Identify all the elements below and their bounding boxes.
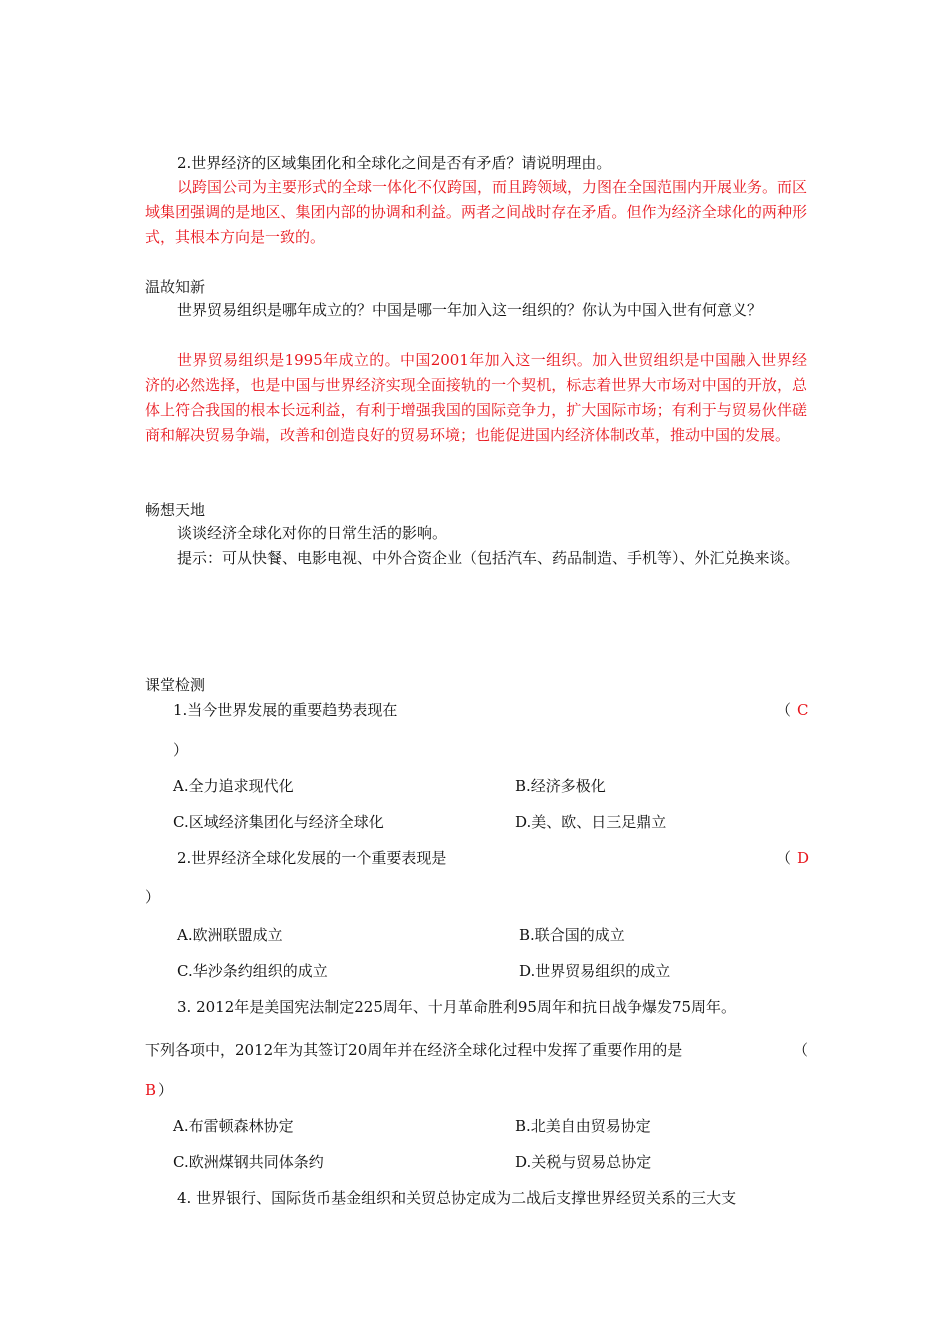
review-q2-answer: 以跨国公司为主要形式的全球一体化不仅跨国，而且跨领域，力图在全国范围内开展业务。而区域集团强调的是地区、集团内部的协调和利益。两者之间战时存在矛盾。但作为经济全球化的两种形式，其根本方向是一致的。 <box>145 178 808 246</box>
q1-option-b: B.经济多极化 <box>515 777 606 795</box>
q3-paren-open: （ <box>793 1041 809 1059</box>
q1-paren-open: （ <box>776 701 792 719</box>
section-review-question: 世界贸易组织是哪年成立的？中国是哪一年加入这一组织的？你认为中国入世有何意义？ <box>177 301 763 319</box>
q3-option-b: B.北美自由贸易协定 <box>515 1117 651 1135</box>
q2-paren-close: ） <box>145 888 161 906</box>
q4-stem-line1: 4. 世界银行、国际货币基金组织和关贸总协定成为二战后支撑世界经贸关系的三大支 <box>177 1189 737 1207</box>
q2-option-b: B.联合国的成立 <box>519 926 625 944</box>
section-imagine-heading: 畅想天地 <box>145 501 206 519</box>
q3-option-a: A.布雷顿森林协定 <box>173 1117 294 1135</box>
q2-option-d: D.世界贸易组织的成立 <box>519 962 671 980</box>
q3-stem-line2: 下列各项中，2012年为其签订20周年并在经济全球化过程中发挥了重要作用的是 <box>145 1041 683 1059</box>
q3-option-d: D.关税与贸易总协定 <box>515 1153 652 1171</box>
q2-stem: 2.世界经济全球化发展的一个重要表现是 <box>177 849 447 867</box>
review-q2-question: 2.世界经济的区域集团化和全球化之间是否有矛盾？请说明理由。 <box>177 154 612 172</box>
section-review-answer: 世界贸易组织是1995年成立的。中国2001年加入这一组织。加入世贸组织是中国融入世界经济的必然选择，也是中国与世界经济实现全面接轨的一个契机，标志着世界大市场对中国的开放，总体上符合我国的根本长远利益，有利于增强我国的国际竞争力，扩大国际市场；有利于与贸易伙伴磋商和解决贸易争端，改善和创造良好的贸易环境；也能促进国内经济体制改革，推动中国的发展。 <box>145 351 807 444</box>
q3-answer: B <box>145 1081 157 1099</box>
q1-stem: 1.当今世界发展的重要趋势表现在 <box>173 701 398 719</box>
section-imagine-hint: 提示：可从快餐、电影电视、中外合资企业（包括汽车、药品制造、手机等）、外汇兑换来谈。 <box>177 549 800 567</box>
q1-paren-close: ） <box>173 741 189 759</box>
q1-answer: C <box>797 701 809 719</box>
q2-paren-open: （ <box>776 849 792 867</box>
q1-option-c: C.区域经济集团化与经济全球化 <box>173 813 384 831</box>
q3-paren-close: ） <box>158 1081 174 1099</box>
q3-stem-line1: 3. 2012年是美国宪法制定225周年、十月革命胜利95周年和抗日战争爆发75周年。 <box>177 998 737 1016</box>
section-review-heading: 温故知新 <box>145 278 206 296</box>
section-test-heading: 课堂检测 <box>145 676 206 694</box>
q2-option-a: A.欧洲联盟成立 <box>177 926 283 944</box>
q2-option-c: C.华沙条约组织的成立 <box>177 962 328 980</box>
q1-option-a: A.全力追求现代化 <box>173 777 294 795</box>
section-imagine-prompt: 谈谈经济全球化对你的日常生活的影响。 <box>177 524 448 542</box>
q1-option-d: D.美、欧、日三足鼎立 <box>515 813 667 831</box>
q3-option-c: C.欧洲煤钢共同体条约 <box>173 1153 324 1171</box>
q2-answer: D <box>797 849 810 867</box>
